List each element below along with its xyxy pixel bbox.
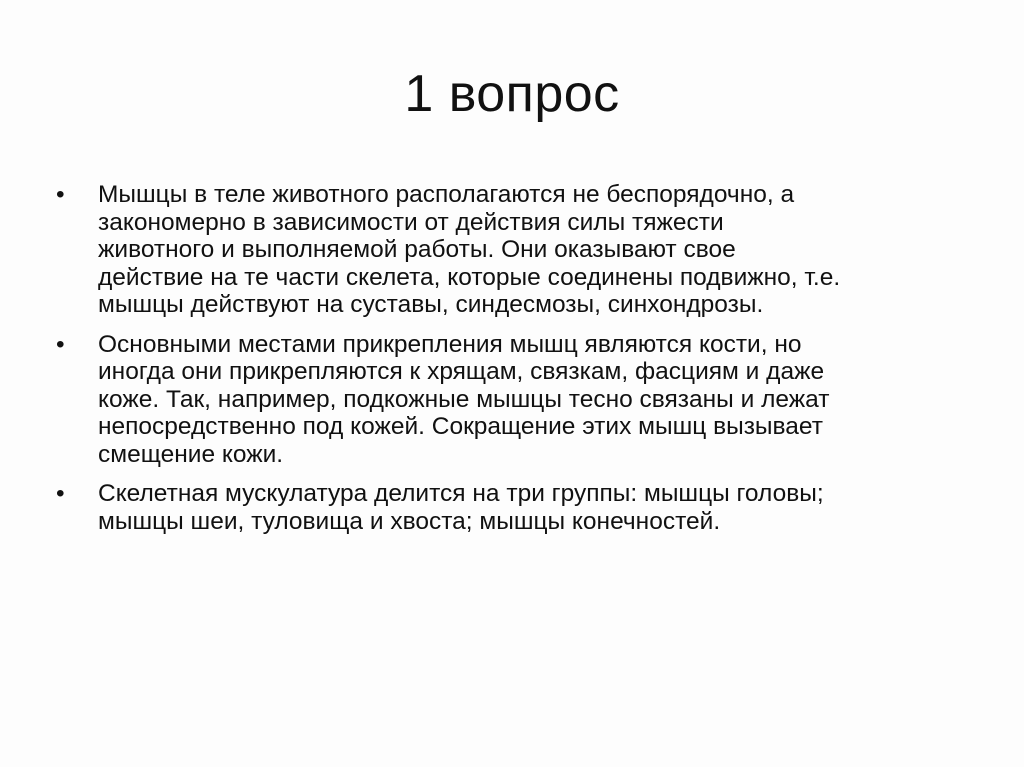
- bullet-list: [56, 181, 986, 547]
- bullet-text-line: действие на те части скелета, которые соединены подвижно, т.е.: [98, 263, 841, 291]
- bullet-text-line: иногда они прикрепляются к хрящам, связкам, фасциям и даже: [98, 358, 825, 385]
- bullet-text-line: Основными местами прикрепления мышц являются кости, но: [98, 330, 802, 358]
- bullet-text-line: закономерно в зависимости от действия силы тяжести: [98, 208, 724, 236]
- bullet-item: [56, 331, 986, 469]
- bullet-text-line: непосредственно под кожей. Сокращение этих мышц вызывает: [98, 413, 823, 440]
- bullet-text-line: мышцы шеи, туловища и хвоста; мышцы конечностей.: [98, 507, 721, 535]
- bullet-text-line: мышцы действуют на суставы, синдесмозы, синхондрозы.: [98, 291, 764, 318]
- bullet-text-line: Скелетная мускулатура делится на три группы: мышцы головы;: [98, 480, 824, 507]
- bullet-dot: •: [56, 330, 65, 358]
- bullet-item: [56, 480, 986, 535]
- bullet-text-line: Мышцы в теле животного располагаются не беспорядочно, а: [98, 181, 795, 208]
- bullet-text-line: коже. Так, например, подкожные мышцы тесно связаны и лежат: [98, 385, 830, 413]
- bullet-item: [56, 181, 986, 319]
- bullet-dot: •: [56, 480, 65, 507]
- bullet-dot: •: [56, 181, 65, 208]
- bullet-text-line: смещение кожи.: [98, 440, 284, 468]
- slide-title: 1 вопрос: [404, 65, 620, 123]
- bullet-text-line: животного и выполняемой работы. Они оказывают свое: [98, 236, 736, 263]
